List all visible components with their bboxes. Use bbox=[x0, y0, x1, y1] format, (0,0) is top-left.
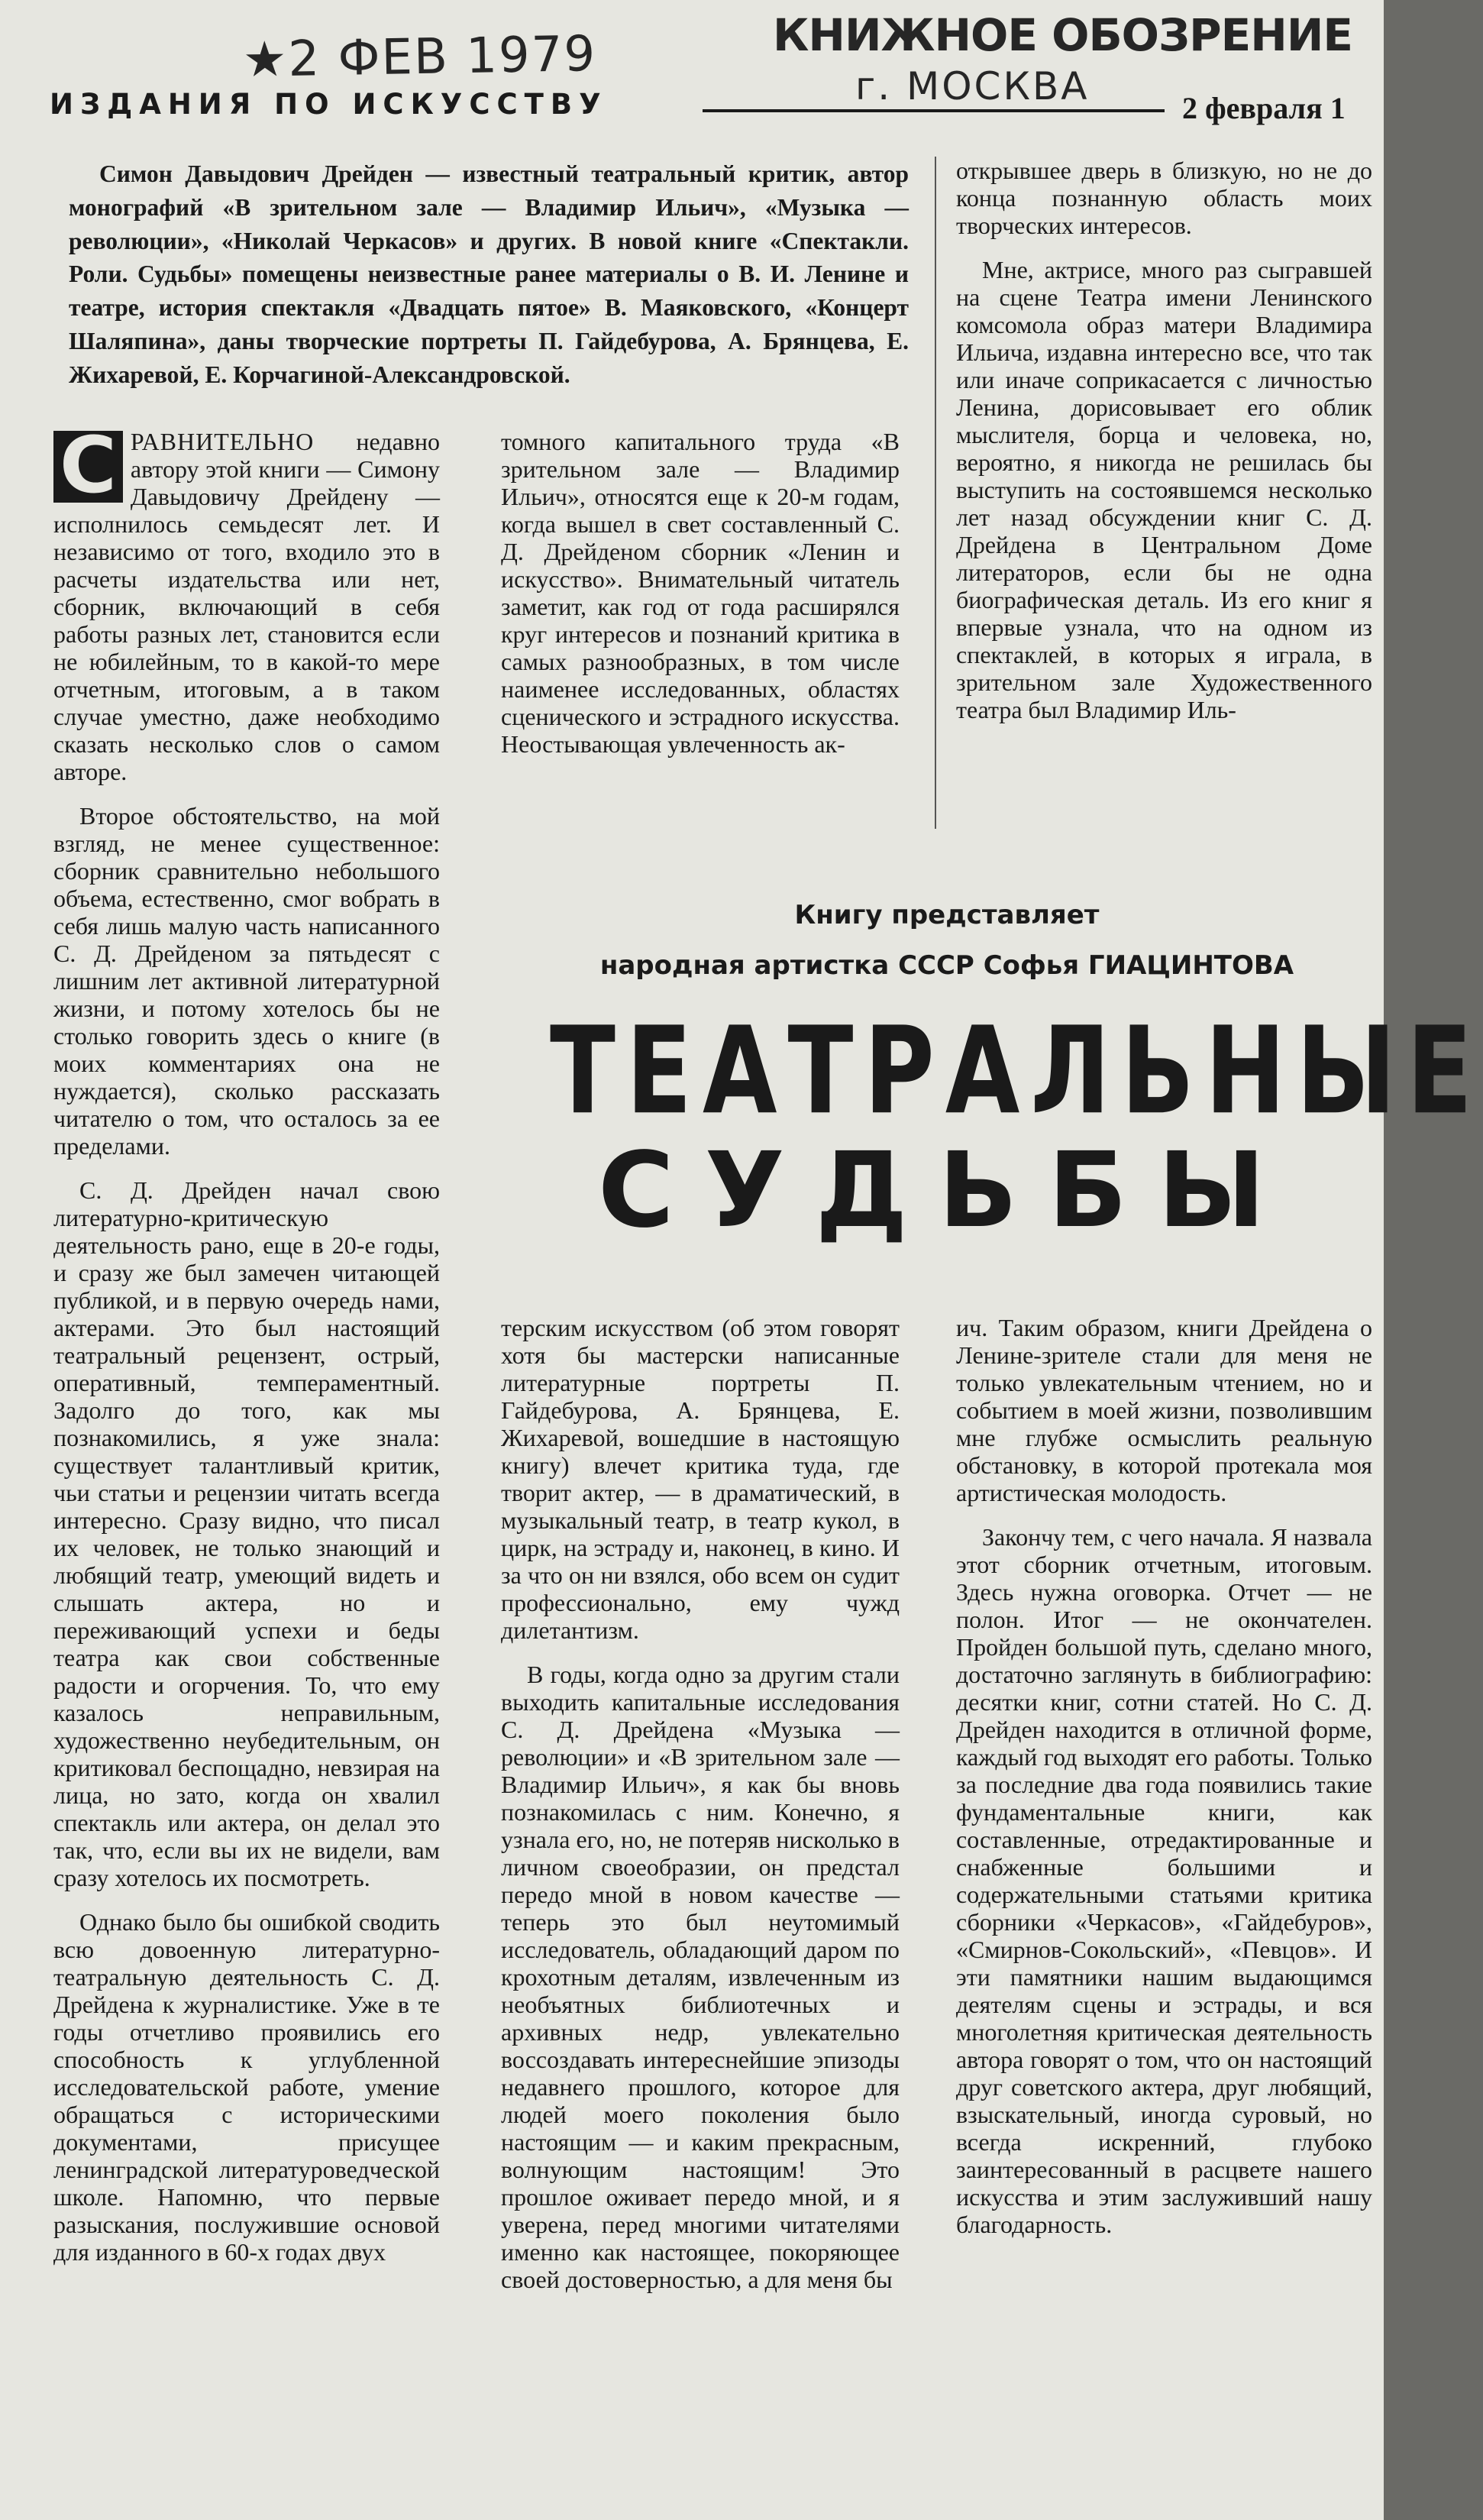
column-rule bbox=[935, 157, 936, 829]
article-column-3 bbox=[956, 157, 1372, 740]
paragraph: терским искусством (об этом говорят хотя бы мастерски написанные литературные портреты П. Гайдебурова, А. Брянцева, Е. Жихаревой, вошедшие в настоящую книгу) влечет критика туда, где творит актер, — в драматический, в музыкальный театр, в театр кукол, в цирк, на эстраду и, наконец, в кино. И за что он ни взялся, обо всем он судит профессионально, ему чужд дилетантизм. bbox=[501, 1314, 900, 1644]
drop-cap: С bbox=[53, 431, 123, 503]
opening-paragraph bbox=[53, 420, 440, 785]
article-column-2 bbox=[501, 428, 900, 775]
article-column-4 bbox=[501, 1314, 900, 2310]
rubric-rule bbox=[703, 109, 1165, 112]
paragraph: С. Д. Дрейден начал свою литературно-критическую деятельность рано, еще в 20-е годы, и сразу же был замечен читающей публикой, и в первую очередь нами, актерами. Это был настоящий театральный рецензент, острый, оперативный, темпераментный. Задолго до того, как мы познакомились, я уже знала: существует талантливый критик, чьи статьи и рецензии читать всегда интересно. Сразу видно, что писал их человек, не только знающий и любящий театр, умеющий видеть и слышать актера, но и переживающий успехи и беды театра как свои собственные радости и огорчения. То, что ему казалось неправильным, художественно неубедительным, он критиковал беспощадно, невзирая на лица, но зато, когда он хвалил спектакль или актера, он делал это так, что, если вы их не видели, вам сразу хотелось их посмотреть. bbox=[53, 1176, 440, 1891]
book-presenter bbox=[550, 890, 1344, 991]
paragraph: Закончу тем, с чего начала. Я назвала этот сборник отчетным, итоговым. Здесь нужна оговорка. Отчет — не полон. Итог — не окончателен. Пройден большой путь, сделано много, достаточно заглянуть в библиографию: десятки книг, сотни статей. Но С. Д. Дрейден находится в отличной форме, каждый год выходят его работы. Только за последние два года появились такие фундаментальные книги, как составленные, отредактированные и снабженные большими и содержательными статьями критика сборники «Черкасов», «Гайдебуров», «Смирнов-Сокольский», «Певцов». И эти памятники нашим выдающимся деятелям сцены и эстрады, и вся многолетняя критическая деятельность автора говорят о том, что он настоящий друг советского актера, друг любящий, взыскательный, иногда суровый, но всегда искренний, глубоко заинтересованный в расцвете нашего искусства и этим заслуживший нашу благодарность. bbox=[956, 1523, 1372, 2238]
issue-date: 2 февраля 1 bbox=[1182, 91, 1346, 125]
paragraph-text: недавно автору этой книги — Симону Давыдовичу Дрейдену — исполнилось семьдесят лет. И независимо от того, входило это в расчеты издательства или нет, сборник, включающий в себя работы разных лет, становится если не юбилейным, то в какой-то мере отчетным, итоговым, а в таком случае уместно, даже необходимо сказать несколько слов о самом авторе. bbox=[53, 428, 440, 785]
paragraph: ич. Таким образом, книги Дрейдена о Ленине-зрителе стали для меня не только увлекательным чтением, но и событием в моей жизни, позволившим мне глубже осмыслить реальную обстановку, в которой протекала моя артистическая молодость. bbox=[956, 1314, 1372, 1506]
paragraph: Мне, актрисе, много раз сыгравшей на сцене Театра имени Ленинского комсомола образ матери Владимира Ильича, издавна интересно все, что так или иначе соприкасается с личностью Ленина, дорисовывает его облик мыслителя, борца и человека, но, вероятно, я никогда не решилась бы выступить на состоявшемся несколько лет назад обсуждении книг С. Д. Дрейдена в Центральном Доме литераторов, если бы не одна биографическая деталь. Из его книг я впервые узнала, что на одном из спектаклей, в которых я играла, в зрительном зале Художественного театра был Владимир Иль- bbox=[956, 256, 1372, 723]
headline-line-2: СУДЬБЫ bbox=[597, 1131, 1297, 1251]
article-column-1 bbox=[53, 420, 440, 2282]
paragraph: томного капитального труда «В зрительном зале — Владимир Ильич», относятся еще к 20-м годам, когда вышел в свет составленный С. Д. Дрейденом сборник «Ленин и искусство». Внимательный читатель заметит, как год от года расширялся круг интересов и познаний критика в самых разнообразных, в том числе наименее исследованных, областях сценического и эстрадного искусства. Неостывающая увлеченность ак- bbox=[501, 428, 900, 758]
article-column-5 bbox=[956, 1314, 1372, 2255]
presenter-line-1: Книгу представляет bbox=[794, 900, 1100, 930]
paragraph: В годы, когда одно за другим стали выходить капитальные исследования С. Д. Дрейдена «Музыка — революции» и «В зрительном зале — Владимир Ильич», я как бы вновь познакомилась с ним. Конечно, я узнала его, но, не потеряв нисколько в личном своеобразии, он предстал передо мной в новом качестве — теперь это был неутомимый исследователь, обладающий даром по крохотным деталям, извлеченным из необъятных библиотечных и архивных недр, увлекательно воссоздавать интереснейшие эпизоды недавнего прошлого, которое для людей моего поколения было настоящим — и каким прекрасным, волнующим настоящим! Это прошлое оживает передо мной, и я уверена, перед многими читателями именно как настоящее, покоряющее своей достоверностью, а для меня бы bbox=[501, 1661, 900, 2293]
paragraph: Однако было бы ошибкой сводить всю довоенную литературно-театральную деятельность С. Д. Дрейдена к журналистике. Уже в те годы отчетливо проявились его способность к углубленной исследовательской работе, умение обращаться с историческими документами, присущее ленинградской литературоведческой школе. Напомню, что первые разыскания, послужившие основой для изданного в 60-х годах двух bbox=[53, 1908, 440, 2266]
paragraph: Второе обстоятельство, на мой взгляд, не менее существенное: сборник сравнительно небольшого объема, естественно, смог вобрать в себя лишь малую часть написанного С. Д. Дрейденом за пятьдесят с лишним лет активной литературной жизни, и потому хотелось бы не столько говорить здесь о книге (в моих комментариях она не нуждается), сколько рассказать читателю о том, что осталось за ее пределами. bbox=[53, 802, 440, 1160]
paragraph: открывшее дверь в близкую, но не до конца познанную область моих творческих интересов. bbox=[956, 157, 1372, 239]
opening-word: РАВНИТЕЛЬНО bbox=[130, 428, 315, 455]
date-stamp: ★2 ФЕВ 1979 bbox=[242, 25, 597, 89]
presenter-line-2: народная артистка СССР Софья ГИАЦИНТОВА bbox=[599, 950, 1294, 981]
publication-stamp: КНИЖНОЕ ОБОЗРЕНИЕ bbox=[773, 9, 1353, 61]
section-rubric: ИЗДАНИЯ ПО ИСКУССТВУ bbox=[50, 88, 608, 121]
city-stamp: г. МОСКВА bbox=[855, 64, 1090, 108]
headline-line-1: ТЕАТРАЛЬНЫЕ bbox=[550, 1001, 1483, 1141]
lead-paragraph: Симон Давыдович Дрейден — известный театральный критик, автор монографий «В зрительном зале — Владимир Ильич», «Музыка — революции», «Николай Черкасов» и других. В новой книге «Спектакли. Роли. Судьбы» помещены неизвестные ранее материалы о В. И. Ленине и театре, история спектакля «Двадцать пятое» В. Маяковского, «Концерт Шаляпина», даны творческие портреты П. Гайдебурова, А. Брянцева, Е. Жихаревой, Е. Корчагиной-Александровской. bbox=[69, 160, 909, 388]
